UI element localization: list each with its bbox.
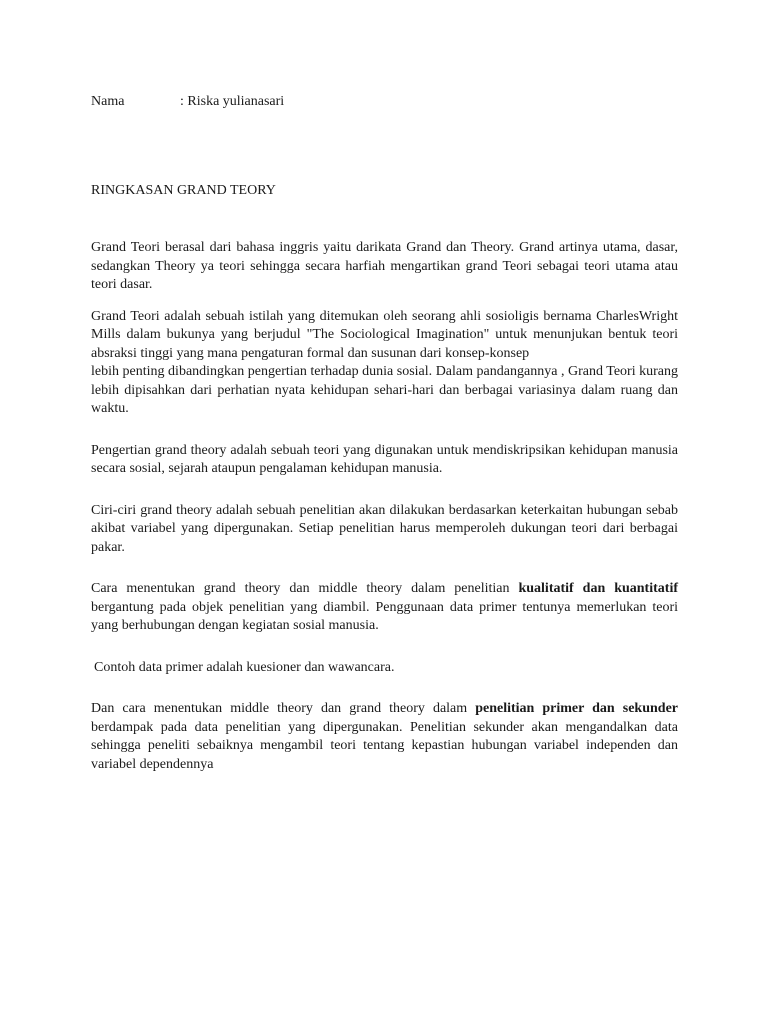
paragraph-6-bold: kualitatif dan kuantitatif [518, 581, 678, 596]
paragraph-5: Ciri-ciri grand theory adalah sebuah penelitian akan dilakukan berdasarkan keterkaitan hubungan sebab akibat variabel yang dipergunakan. Setiap penelitian harus memperoleh dukungan teori dari berbagai pakar. [91, 502, 678, 555]
paragraph-8-text-b: berdampak pada data penelitian yang dipergunakan. Penelitian sekunder akan mengandalkan data sehingga peneliti sebaiknya mengambil teori tentang kepastian hubungan variabel independen dan variabel dependennya [91, 719, 678, 772]
paragraph-6-text-a: Cara menentukan grand theory dan middle theory dalam penelitian [91, 581, 519, 596]
paragraph-6 [91, 580, 678, 636]
paragraph-7: Contoh data primer adalah kuesioner dan wawancara. [94, 659, 395, 675]
document-body [91, 239, 678, 774]
paragraph-3: lebih penting dibandingkan pengertian terhadap dunia sosial. Dalam pandangannya , Grand Teori kurang lebih dipisahkan dari perhatian nyata kehidupan sehari-hari dan berbagai variasinya dalam ruang dan waktu. [91, 364, 678, 416]
name-row [91, 93, 284, 111]
paragraph-8 [91, 700, 678, 774]
name-value: : Riska yulianasari [180, 94, 285, 109]
paragraph-2: Grand Teori adalah sebuah istilah yang ditemukan oleh seorang ahli sosioligis bernama CharlesWright Mills dalam bukunya yang berjudul "The Sociological Imagination" untuk menunjukan bentuk teori absraksi tinggi yang mana pengaturan formal dan susunan dari konsep-konsep [91, 308, 678, 361]
document-title: RINGKASAN GRAND TEORY [91, 183, 276, 198]
paragraph-1: Grand Teori berasal dari bahasa inggris yaitu darikata Grand dan Theory. Grand artinya utama, dasar, sedangkan Theory ya teori sehingga secara harfiah mengartikan grand Teori sebagai teori utama atau teori dasar. [91, 240, 678, 292]
paragraph-6-text-b: bergantung pada objek penelitian yang diambil. Penggunaan data primer tentunya memerlukan teori yang berhubungan dengan kegiatan sosial manusia. [91, 599, 678, 633]
paragraph-8-bold: penelitian primer dan sekunder [475, 701, 678, 716]
paragraph-8-text-a: Dan cara menentukan middle theory dan grand theory dalam [91, 701, 476, 716]
name-label: Nama [91, 94, 125, 109]
paragraph-4: Pengertian grand theory adalah sebuah teori yang digunakan untuk mendiskripsikan kehidupan manusia secara sosial, sejarah ataupun pengalaman kehidupan manusia. [91, 442, 678, 476]
